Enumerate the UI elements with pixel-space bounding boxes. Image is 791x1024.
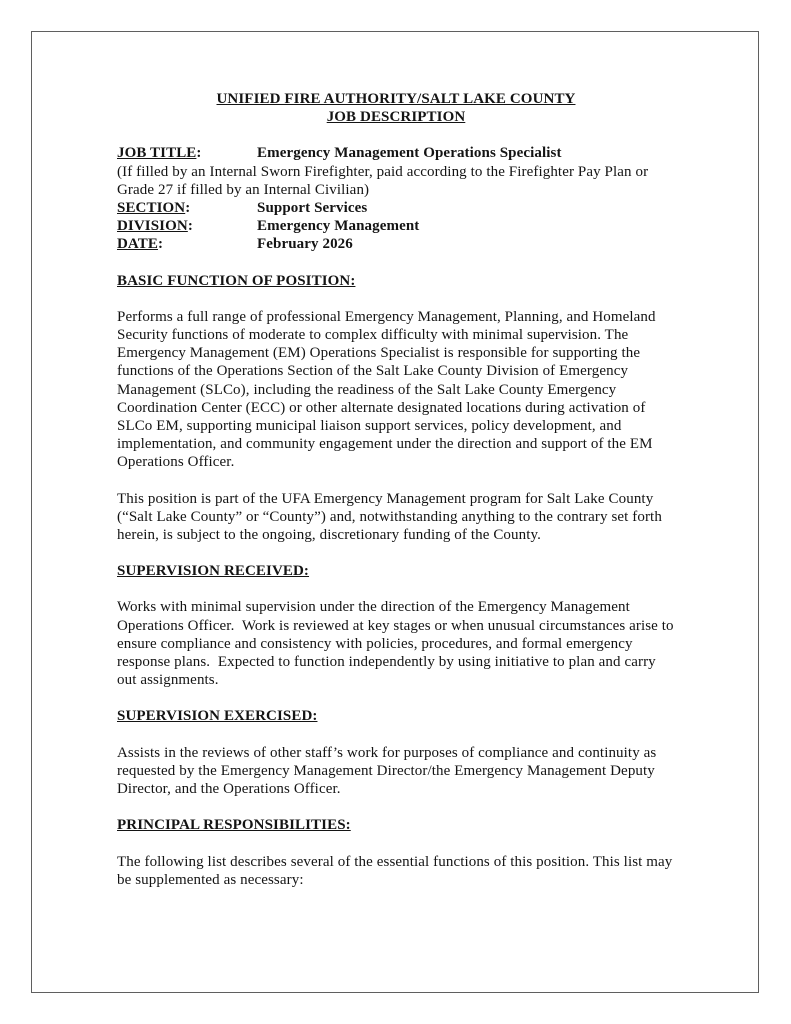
- paragraph-basic-function-1: Performs a full range of professional Emergency Management, Planning, and Homeland Security functions of moderate to complex difficulty with minimal supervision. The Emergency Management (EM) Operations Specialist is responsible for supporting the functions of the Operations Section of the Salt Lake County Division of Emergency Management (SLCo), including the readiness of the Salt Lake County Emergency Coordination Center (ECC) or other alternate designated locations during activation of SLCo EM, supporting municipal liaison support services, policy development, and implementation, and community engagement under the direction and support of the EM Operations Officer.: [117, 308, 660, 471]
- document-title-line1: UNIFIED FIRE AUTHORITY/SALT LAKE COUNTY: [216, 91, 576, 107]
- field-section-label: SECTION:: [117, 200, 191, 217]
- heading-basic-function: BASIC FUNCTION OF POSITION:: [117, 272, 356, 289]
- field-date: [117, 235, 675, 253]
- field-division-label: DIVISION:: [117, 218, 193, 235]
- field-date-label: DATE:: [117, 236, 164, 253]
- paragraph-principal-responsibilities: The following list describes several of the essential functions of this position. This list may be supplemented as necessary:: [117, 853, 677, 888]
- document-content: [117, 90, 678, 889]
- paragraph-basic-function-2: This position is part of the UFA Emergency Management program for Salt Lake County (“Salt Lake County” or “County”) and, notwithstanding anything to the contrary set forth herein, is subject to the ongoing, discretionary funding of the County.: [117, 490, 666, 544]
- field-job-title: [117, 144, 675, 162]
- heading-supervision-received: SUPERVISION RECEIVED:: [117, 563, 310, 580]
- document-title: [117, 90, 675, 126]
- field-section: [117, 199, 675, 217]
- field-job-title-label: JOB TITLE:: [117, 145, 202, 162]
- paragraph-supervision-received: Works with minimal supervision under the direction of the Emergency Management Operations Officer. Work is reviewed at key stages or when unusual circumstances arise to ensure compliance and consistency with policies, procedures, and formal emergency response plans. Expected to function independently by using initiative to plan and carry out assignments.: [117, 599, 678, 689]
- field-date-value: February 2026: [257, 236, 353, 253]
- pay-plan-note: (If filled by an Internal Sworn Firefighter, paid according to the Firefighter Pay Plan or Grade 27 if filled by an Internal Civilian): [117, 163, 649, 198]
- field-division: [117, 217, 675, 235]
- heading-principal-responsibilities: PRINCIPAL RESPONSIBILITIES:: [117, 817, 351, 834]
- paragraph-supervision-exercised: Assists in the reviews of other staff’s work for purposes of compliance and continuity as requested by the Emergency Management Director/the Emergency Management Deputy Director, and the Operations Officer.: [117, 744, 661, 798]
- field-division-value: Emergency Management: [257, 218, 420, 235]
- heading-supervision-exercised: SUPERVISION EXERCISED:: [117, 708, 318, 725]
- field-section-value: Support Services: [257, 200, 368, 217]
- document-title-line2: JOB DESCRIPTION: [326, 109, 466, 126]
- field-job-title-value: Emergency Management Operations Specialist: [257, 145, 562, 162]
